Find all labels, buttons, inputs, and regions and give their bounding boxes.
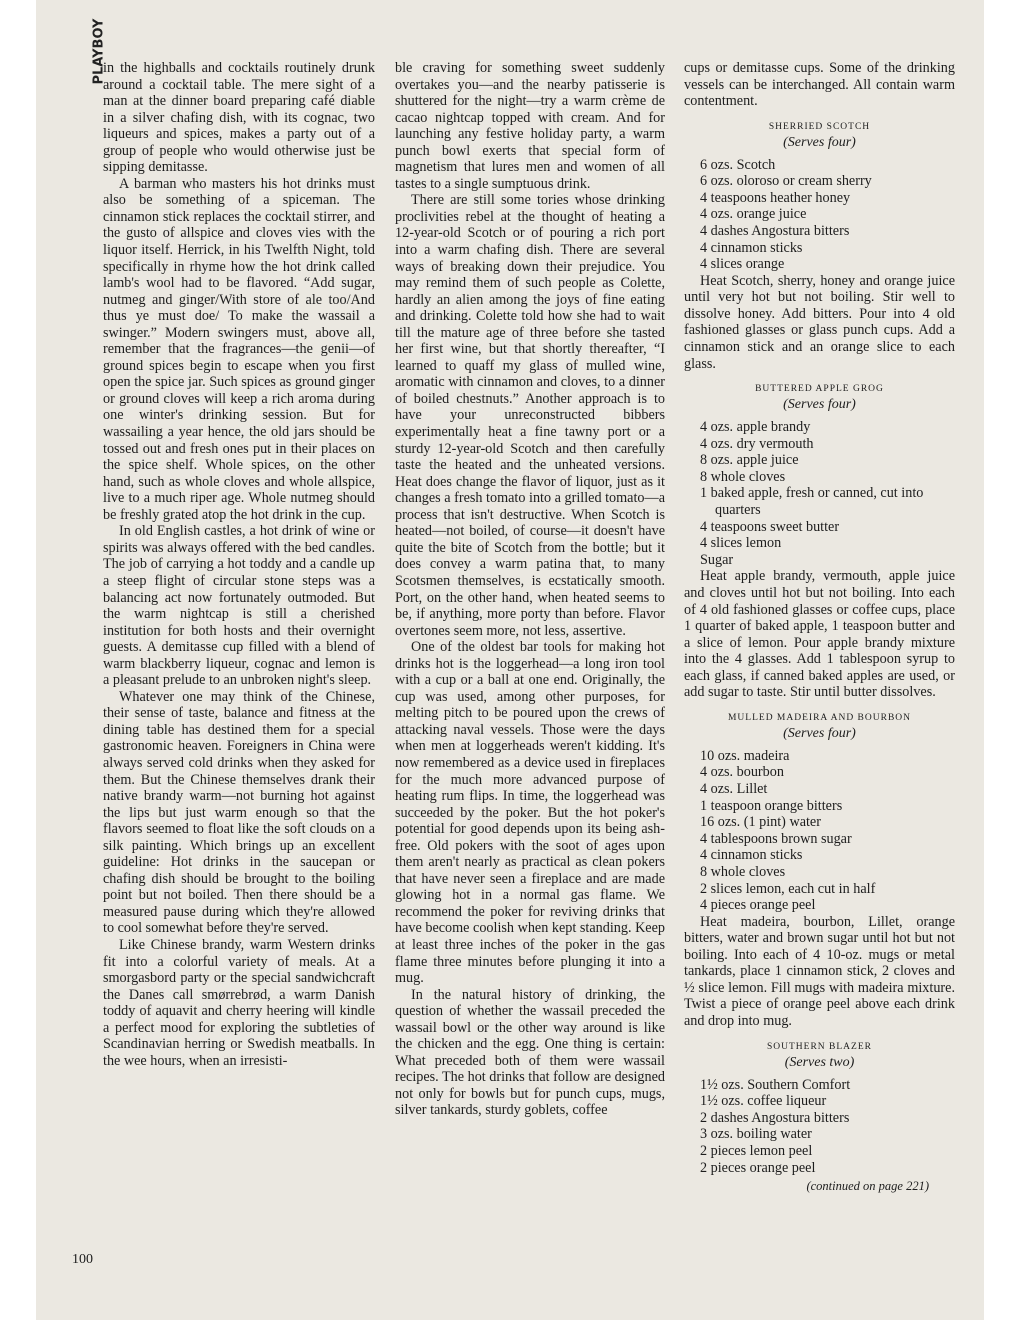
ingredient: 6 ozs. Scotch bbox=[700, 156, 776, 173]
magazine-page bbox=[36, 0, 984, 1320]
ingredient: 4 ozs. apple brandy bbox=[700, 419, 811, 436]
ingredient: 4 dashes Angostura bitters bbox=[700, 223, 850, 240]
paragraph: cups or demitasse cups. Some of the drinking vessels can be interchanged. All contain warm contentment. bbox=[684, 60, 955, 110]
ingredient: 4 ozs. Lillet bbox=[700, 780, 768, 797]
recipe-serves: (Serves four) bbox=[783, 134, 856, 150]
page-number: 100 bbox=[72, 1252, 93, 1267]
ingredient-list bbox=[684, 748, 955, 914]
ingredient: 10 ozs. madeira bbox=[700, 747, 790, 764]
recipe-list bbox=[684, 120, 955, 1176]
ingredient: Sugar bbox=[700, 551, 734, 568]
paragraph: in the highballs and cocktails routinely drunk around a cocktail table. The mere sight of a man at the dinner board preparing café diable in a silver chafing dish, with its cognac, two liqueurs and spices, makes a party out of a group of people who would otherwise just be sipping demitasse. bbox=[103, 60, 375, 176]
ingredient-list bbox=[684, 419, 955, 568]
ingredient: 6 ozs. oloroso or cream sherry bbox=[700, 173, 872, 190]
ingredient: 4 tablespoons brown sugar bbox=[700, 830, 852, 847]
paragraph: Whatever one may think of the Chinese, their sense of taste, balance and fitness at the dining table has destined them for a special gastronomic heaven. Foreigners in China were always served cold drinks when they asked for them. But the Chinese themselves drank their native brandy warm—not burning hot against the lips but just warm enough so that the flavors seemed to float like the soft clouds on a silk painting. Which brings up an excellent guideline: Hot drinks in the saucepan or chafing dish should be brought to the boiling point but not boiled. Then there should be a measured pause during which they're allowed to cool somewhat before they're served. bbox=[103, 688, 375, 937]
paragraph: There are still some tories whose drinking proclivities rebel at the thought of heating a 12-year-old Scotch or of pouring a rich port into a warm chafing dish. There are several ways of breaking down their prejudice. You may remind them of such people as Colette, hardly an alien among the joys of fine eating and drinking. Colette told how she had to wait till the mature age of three before she tasted her first wine, but that shortly thereafter, “I learned to quaff my glass of mulled wine, aromatic with cinnamon and cloves, to a dinner of boiled chestnuts.” Another approach is to have your unreconstructed bibbers experimentally heat a fine tawny port or a sturdy 12-year-old Scotch and then carefully taste the heated and the unheated versions. Heat does change the flavor of liquor, just as it changes a fresh tomato into a grilled tomato—a process that isn't destructive. When Scotch is heated—not boiled, of course—it doesn't have quite the bite of Scotch from the bottle; but it does convey a warm patina that, to many Scotsmen themselves, is ecstatically smooth. Port, on the other hand, when heated seems to be, if anything, more porty than before. Flavor overtones seem more, not less, assertive. bbox=[395, 192, 665, 639]
ingredient: 2 dashes Angostura bitters bbox=[700, 1109, 850, 1126]
ingredient: 8 ozs. apple juice bbox=[700, 452, 799, 469]
ingredient: 16 ozs. (1 pint) water bbox=[700, 814, 821, 831]
recipe-serves: (Serves four) bbox=[783, 725, 856, 741]
text-column-2 bbox=[395, 60, 665, 1119]
paragraph: In the natural history of drinking, the question of whether the wassail preceded the wassail bowl or the other way around is like the chicken and the egg. One thing is certain: What preceded both of them were wassail recipes. The hot drinks that follow are designed not only for bowls but for punch cups, mugs, silver tankards, sturdy goblets, coffee bbox=[395, 986, 666, 1119]
recipe-title: SHERRIED SCOTCH bbox=[768, 121, 871, 132]
ingredient-list bbox=[684, 1077, 955, 1177]
ingredient: 2 pieces lemon peel bbox=[700, 1142, 813, 1159]
ingredient-list bbox=[684, 157, 955, 273]
ingredient: 2 pieces orange peel bbox=[700, 1159, 816, 1176]
ingredient: 4 cinnamon sticks bbox=[700, 239, 803, 256]
ingredient: 8 whole cloves bbox=[700, 863, 786, 880]
ingredient: 4 teaspoons sweet butter bbox=[700, 518, 840, 535]
recipe-title: SOUTHERN BLAZER bbox=[767, 1041, 872, 1052]
text-column-3 bbox=[684, 60, 955, 1195]
paragraph: A barman who masters his hot drinks must also be something of a spiceman. The cinnamon stick replaces the cocktail stirrer, and the gusto of allspice and cloves vies with the liquor itself. Herrick, in his Twelfth Night, told specifically in rhyme how the hot drink called lamb's wool had to be flavored. “Add sugar, nutmeg and ginger/With store of ale too/And thus ye must doe/ To make the wassail a swinger.” Modern swingers must, above all, remember that the fragrances—the genii—of ground spices begin to escape when you first open the spice jar. Such spices as ground ginger or ground cloves will keep a rich aroma during one winter's drinking session. But for wassailing a year hence, the old jars should be tossed out and fresh ones put in their places on the spice shelf. Whole spices, on the other hand, such as whole cloves and whole allspice, live to a much riper age. Whole nutmeg should be freshly grated atop the hot drink in the cup. bbox=[103, 175, 375, 523]
ingredient: 4 ozs. orange juice bbox=[700, 206, 807, 223]
recipe-title: MULLED MADEIRA AND BOURBON bbox=[727, 712, 912, 723]
recipe-serves: (Serves two) bbox=[784, 1054, 855, 1070]
recipe-method: Heat madeira, bourbon, Lillet, orange bitters, water and brown sugar until hot but not boiling. Into each of 4 10-oz. mugs or metal tankards, place 1 cinnamon stick, 2 cloves and ½ slice lemon. Fill mugs with madeira mixture. Twist a piece of orange peel above each drink and drop into mug. bbox=[684, 913, 955, 1030]
paragraph: ble craving for something sweet suddenly overtakes you—and the nearby patisserie is shuttered for the night—try a warm crème de cacao nightcap topped with cream. And for launching any festive holiday party, a warm punch bowl exerts that special form of magnetism that lures men and women of all tastes to a single sumptuous drink. bbox=[395, 60, 665, 192]
recipe-serves: (Serves four) bbox=[783, 397, 856, 413]
masthead-text: PLAYBOY bbox=[91, 18, 107, 85]
recipe-title: BUTTERED APPLE GROG bbox=[755, 384, 884, 395]
ingredient: 4 slices lemon bbox=[700, 535, 782, 552]
recipe-method: Heat apple brandy, vermouth, apple juice and cloves until hot but not boiling. Into each of 4 old fashioned glasses or coffee cups, place 1 quarter of baked apple, 1 teaspoon butter and a slice of lemon. Pour apple brandy mixture into the 4 glasses. Add 1 tablespoon syrup to each glass, if canned baked apples are used, or add sugar to taste. Stir until butter dissolves. bbox=[684, 568, 955, 701]
paragraph: One of the oldest bar tools for making hot drinks hot is the loggerhead—a long iron tool with a cup or a ball at one end. Originally, the cup was used, among other purposes, for melting pitch to be poured upon the crews of attacking naval vessels. Those were the days when men at loggerheads weren't kidding. It's now remembered as a device used in fireplaces for the much more advanced purpose of heating rum flips. In time, the loggerhead was succeeded by the poker. But the hot poker's potential for good depends upon its being ash-free. Old pokers with the soot of ages upon them aren't nearly as practical as clean pokers that have never seen a fireplace and are made glowing hot in a normal gas flame. We recommend the poker for reviving drinks that have become coolish when kept standing. Keep at least three inches of the poker in the gas flame three minutes before plunging it into a mug. bbox=[395, 639, 665, 987]
ingredient: 1½ ozs. Southern Comfort bbox=[700, 1076, 851, 1093]
ingredient: 4 pieces orange peel bbox=[700, 897, 816, 914]
ingredient: 4 ozs. bourbon bbox=[700, 764, 784, 781]
paragraph: In old English castles, a hot drink of wine or spirits was always offered with the bed candles. The job of carrying a hot toddy and a candle up a steep flight of circular stone steps was a balancing act now fortunately outmoded. But the warm nightcap is still a cherished institution for both hosts and their overnight guests. A demitasse cup filled with a blend of warm blackberry liqueur, cognac and lemon is a pleasant prelude to an unbroken night's sleep. bbox=[103, 523, 375, 689]
ingredient: 2 slices lemon, each cut in half bbox=[700, 880, 876, 897]
ingredient: 1 baked apple, fresh or canned, cut into quarters bbox=[700, 485, 924, 519]
ingredient: 4 slices orange bbox=[700, 256, 785, 273]
ingredient: 1 teaspoon orange bitters bbox=[700, 797, 843, 814]
ingredient: 1½ ozs. coffee liqueur bbox=[700, 1093, 827, 1110]
ingredient: 4 ozs. dry vermouth bbox=[700, 435, 814, 452]
ingredient: 3 ozs. boiling water bbox=[700, 1126, 812, 1143]
ingredient: 4 cinnamon sticks bbox=[700, 847, 803, 864]
text-column-1 bbox=[103, 60, 375, 1069]
ingredient: 4 teaspoons heather honey bbox=[700, 189, 851, 206]
continued-note: (continued on page 221) bbox=[806, 1179, 929, 1194]
paragraph: Like Chinese brandy, warm Western drinks fit into a colorful variety of meals. At a smorgasbord party or the special sandwichcraft the Danes call smørrebrød, a warm Danish toddy of aquavit and cherry heering will kindle a perfect mood for exploring the subtleties of Scandinavian herring or Swedish meatballs. In the wee hours, when an irresisti- bbox=[103, 936, 375, 1069]
recipe-method: Heat Scotch, sherry, honey and orange juice until very hot but not boiling. Stir well to dissolve honey. Add bitters. Pour into 4 old fashioned glasses or glass punch cups. Add a cinnamon stick and an orange slice to each glass. bbox=[684, 272, 955, 372]
ingredient: 8 whole cloves bbox=[700, 468, 786, 485]
